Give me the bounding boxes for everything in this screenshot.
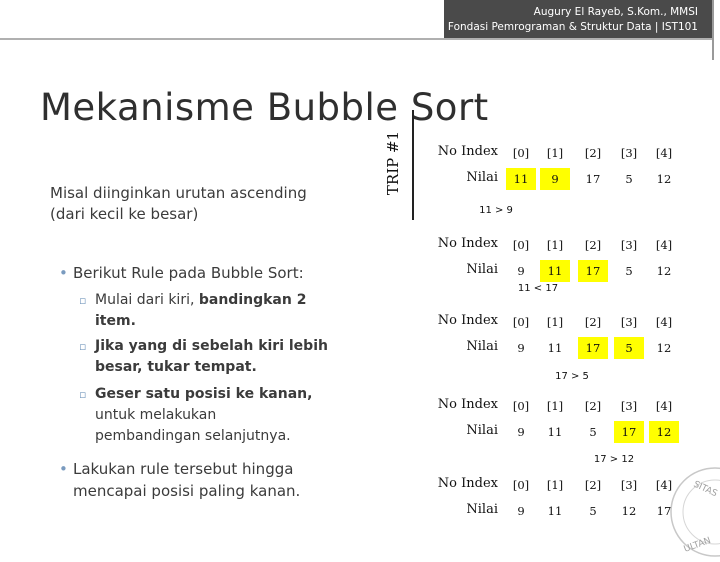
- value-cell-highlighted: 11: [506, 168, 536, 190]
- index-cell: [3]: [620, 146, 638, 160]
- value-cell: 12: [621, 504, 637, 518]
- intro-text: [50, 183, 307, 225]
- index-cell: [1]: [546, 146, 564, 160]
- value-cell: 9: [517, 504, 525, 518]
- value-cell: 5: [589, 425, 597, 439]
- rule-heading-text: Berikut Rule pada Bubble Sort:: [73, 264, 304, 282]
- intro-line-2: (dari kecil ke besar): [50, 205, 199, 223]
- index-cell: [0]: [512, 146, 530, 160]
- index-cell: [4]: [655, 478, 673, 492]
- sub1-text-b: item.: [95, 313, 136, 329]
- header-bar: [444, 0, 712, 38]
- index-cell: [2]: [584, 478, 602, 492]
- svg-text:ULTAN: ULTAN: [682, 535, 713, 555]
- index-row: [418, 140, 688, 166]
- sub-bullet-2: [79, 336, 328, 378]
- value-row: [418, 498, 688, 524]
- value-cell: 12: [656, 172, 672, 186]
- value-cell: 17: [656, 504, 672, 518]
- comparison-label: 11 < 17: [517, 283, 559, 294]
- index-row: [418, 472, 688, 498]
- sub-bullet-square-icon: ▫: [79, 388, 87, 401]
- trip-label-box: [372, 110, 414, 220]
- comparison-label: 11 > 9: [479, 205, 513, 216]
- index-cell: [3]: [620, 478, 638, 492]
- index-cell: [2]: [584, 315, 602, 329]
- value-cell: 9: [517, 341, 525, 355]
- index-cell: [4]: [655, 399, 673, 413]
- value-row-label: Nilai: [466, 423, 498, 438]
- index-cell: [2]: [584, 146, 602, 160]
- sub3-line-3: pembandingan selanjutnya.: [95, 428, 291, 444]
- sub1-text-a: Mulai dari kiri,: [95, 292, 199, 308]
- value-cell: 12: [656, 264, 672, 278]
- sub-bullet-1: [79, 290, 307, 332]
- index-cell: [2]: [584, 238, 602, 252]
- index-cell: [4]: [655, 146, 673, 160]
- index-cell: [2]: [584, 399, 602, 413]
- header-author: Augury El Rayeb, S.Kom., MMSI: [533, 6, 698, 18]
- step-table-4: [418, 393, 688, 445]
- sub3-line-1: Geser satu posisi ke kanan,: [95, 386, 313, 402]
- value-row-label: Nilai: [466, 339, 498, 354]
- bullet-rule-heading: [59, 262, 304, 284]
- index-cell: [0]: [512, 478, 530, 492]
- index-cell: [3]: [620, 238, 638, 252]
- index-row: [418, 309, 688, 335]
- value-row-label: Nilai: [466, 262, 498, 277]
- bullet-final: [59, 458, 301, 502]
- bullet-dot-icon: •: [59, 460, 68, 478]
- intro-line-1: Misal diinginkan urutan ascending: [50, 184, 307, 202]
- sub-bullet-3: [79, 384, 313, 447]
- value-cell-highlighted: 17: [578, 260, 608, 282]
- index-cell: [4]: [655, 238, 673, 252]
- sub-bullet-square-icon: ▫: [79, 294, 87, 307]
- index-row-label: No Index: [437, 313, 498, 328]
- value-row: [418, 258, 688, 284]
- sub2-line-2: besar, tukar tempat.: [95, 359, 257, 375]
- value-cell: 5: [625, 264, 633, 278]
- index-row-label: No Index: [437, 236, 498, 251]
- value-row: [418, 335, 688, 361]
- value-cell: 17: [585, 172, 601, 186]
- sub1-text-bold: bandingkan 2: [198, 292, 307, 308]
- index-row-label: No Index: [437, 144, 498, 159]
- value-cell-highlighted: 5: [614, 337, 644, 359]
- index-cell: [3]: [620, 315, 638, 329]
- sub3-line-2: untuk melakukan: [95, 407, 217, 423]
- bullet-dot-icon: •: [59, 264, 68, 282]
- header-vertical-divider: [712, 0, 714, 60]
- value-cell: 5: [625, 172, 633, 186]
- value-cell: 9: [517, 264, 525, 278]
- step-table-1: [418, 140, 688, 192]
- slide-title: Mekanisme Bubble Sort: [40, 86, 489, 129]
- value-cell: 11: [547, 504, 563, 518]
- value-row: [418, 166, 688, 192]
- university-seal-logo: [665, 462, 720, 562]
- sub2-line-1: Jika yang di sebelah kiri lebih: [95, 338, 328, 354]
- index-row-label: No Index: [437, 476, 498, 491]
- step-table-5: [418, 472, 688, 524]
- value-row-label: Nilai: [466, 170, 498, 185]
- final-line-1: Lakukan rule tersebut hingga: [73, 460, 294, 478]
- svg-text:SITAS: SITAS: [691, 479, 719, 500]
- comparison-label: 17 > 12: [593, 454, 635, 465]
- value-cell-highlighted: 17: [614, 421, 644, 443]
- sub-bullet-square-icon: ▫: [79, 340, 87, 353]
- trip-label: TRIP #1: [384, 130, 402, 196]
- value-cell-highlighted: 17: [578, 337, 608, 359]
- value-cell-highlighted: 12: [649, 421, 679, 443]
- header-divider: [0, 38, 712, 40]
- index-row: [418, 232, 688, 258]
- value-cell: 11: [547, 425, 563, 439]
- index-cell: [1]: [546, 238, 564, 252]
- value-cell: 12: [656, 341, 672, 355]
- index-cell: [1]: [546, 478, 564, 492]
- header-course: Fondasi Pemrograman & Struktur Data | IST101: [447, 21, 698, 33]
- value-cell: 9: [517, 425, 525, 439]
- value-row: [418, 419, 688, 445]
- value-cell-highlighted: 11: [540, 260, 570, 282]
- index-cell: [1]: [546, 399, 564, 413]
- index-cell: [0]: [512, 238, 530, 252]
- comparison-label: 17 > 5: [555, 371, 589, 382]
- value-cell: 5: [589, 504, 597, 518]
- index-cell: [1]: [546, 315, 564, 329]
- final-line-2: mencapai posisi paling kanan.: [73, 482, 301, 500]
- value-cell: 11: [547, 341, 563, 355]
- index-cell: [0]: [512, 315, 530, 329]
- value-cell-highlighted: 9: [540, 168, 570, 190]
- index-row-label: No Index: [437, 397, 498, 412]
- step-table-2: [418, 232, 688, 284]
- value-row-label: Nilai: [466, 502, 498, 517]
- index-cell: [3]: [620, 399, 638, 413]
- step-table-3: [418, 309, 688, 361]
- index-cell: [0]: [512, 399, 530, 413]
- index-cell: [4]: [655, 315, 673, 329]
- index-row: [418, 393, 688, 419]
